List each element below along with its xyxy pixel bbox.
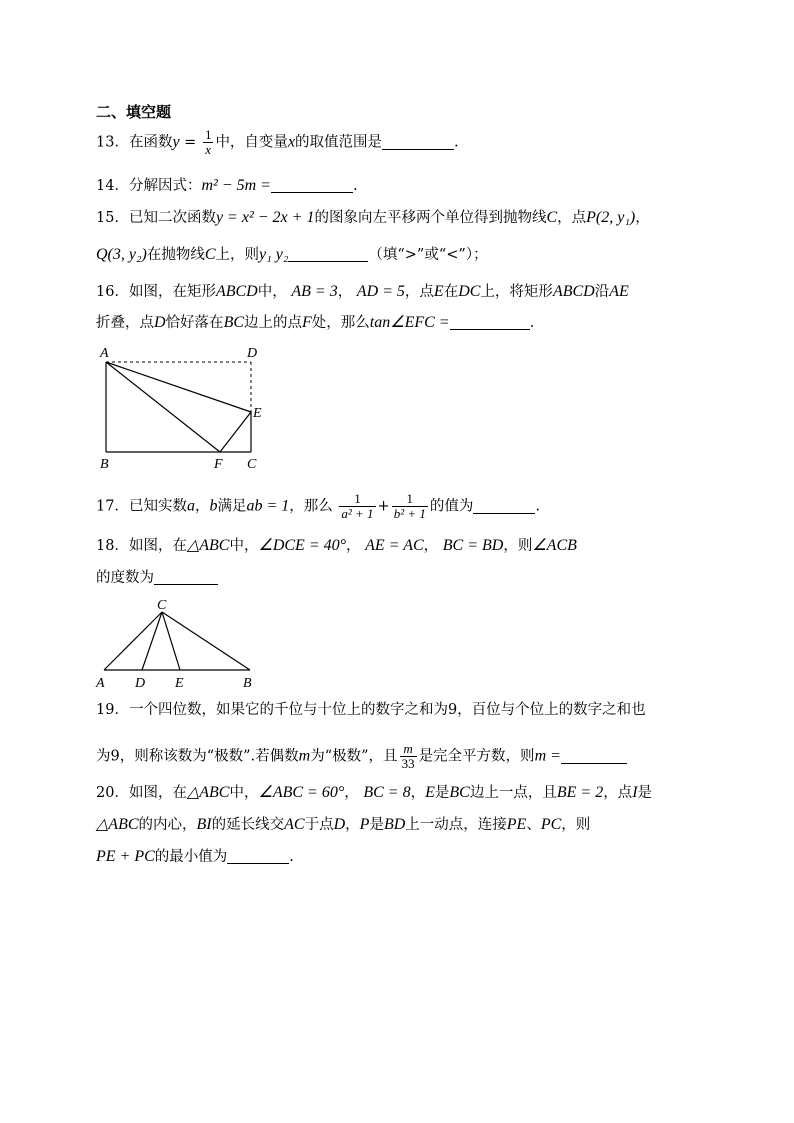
- q20-be: BE = 2: [556, 784, 604, 801]
- q17-text3: ，那么: [289, 498, 333, 515]
- q18-edge-ce: [162, 612, 180, 670]
- q16-edge-af: [106, 362, 220, 452]
- q17-var-a: a: [186, 497, 195, 515]
- q20-tri: △ABC: [186, 784, 230, 801]
- q15-text3: ，点: [557, 210, 587, 226]
- q20-expr: PE + PC: [96, 848, 155, 865]
- q16-label-e: E: [253, 406, 262, 421]
- q20-sep: ，: [344, 785, 359, 801]
- q20-text8: 的延长线交: [211, 817, 285, 833]
- q16-tan: tan∠EFC =: [369, 314, 450, 331]
- q15-answer-blank[interactable]: [288, 247, 368, 262]
- q17-answer-blank[interactable]: [473, 499, 535, 514]
- q18-edge-cd: [142, 612, 162, 670]
- q17-text2: 满足: [217, 498, 247, 515]
- q16-text3: ，点: [404, 284, 434, 300]
- q16-text2: 中，: [257, 284, 287, 300]
- q16-text: 16．如图，在矩形: [96, 284, 216, 300]
- q13-end: .: [454, 134, 459, 151]
- q17-f1-num: 1: [339, 492, 375, 507]
- q18-angle: ∠DCE = 40°: [258, 537, 347, 554]
- q15-end2: （填“>”或“<”）；: [368, 247, 488, 263]
- q16-sep: ，: [337, 284, 353, 300]
- q19-text2: 为9，则称该数为“极数”.若偶数: [96, 748, 299, 765]
- q16-rect: ABCD: [215, 283, 258, 300]
- q13-text: 13．在函数: [96, 134, 173, 151]
- q16-label-f: F: [214, 457, 223, 472]
- q20-angle: ∠ABC = 60°: [258, 784, 345, 801]
- q16-figure: [94, 342, 274, 472]
- q15-point-q: Q(3, y₂): [96, 246, 147, 263]
- q20-text5: ，点: [603, 785, 633, 801]
- q20-var-p: P: [359, 816, 370, 833]
- q15-text4: 在抛物线: [146, 247, 205, 263]
- q16-edge-fe: [220, 412, 251, 452]
- question-16-line2: [96, 313, 534, 333]
- q16-text6: 沿: [594, 284, 610, 300]
- q18-label-b: B: [243, 676, 252, 691]
- q16-label-d: D: [247, 346, 258, 361]
- q17-f1-den: a² + 1: [341, 506, 374, 521]
- q19-var-m: m: [298, 747, 311, 765]
- q20-tri2: △ABC: [96, 816, 139, 833]
- q16-ad: AD = 5: [356, 283, 405, 300]
- q13-var-x: x: [287, 133, 296, 151]
- q19-eq: m =: [534, 747, 561, 765]
- q19-text: 19．一个四位数，如果它的千位与十位上的数字之和为9，百位与个位上的数字之和也: [96, 702, 646, 718]
- q16-end: .: [529, 315, 535, 331]
- question-15-line2: [96, 245, 488, 265]
- q16-edge-ae: [106, 362, 251, 412]
- q18-label-d: D: [135, 676, 146, 691]
- q14-end: .: [352, 178, 358, 194]
- q18-text3: ，则: [503, 538, 533, 554]
- q15-var-c: C: [546, 209, 558, 226]
- question-19-line1: [96, 700, 646, 720]
- q20-text7: 的内心，: [138, 817, 197, 833]
- q20-text6: 是: [637, 785, 653, 801]
- question-13: [96, 128, 459, 157]
- q16-var-d: D: [154, 314, 166, 331]
- question-18-line2: [96, 568, 218, 588]
- section-title: 二、填空题: [96, 103, 172, 121]
- q16-label-a: A: [100, 346, 109, 361]
- q20-sep2: ，: [410, 785, 426, 801]
- q20-answer-blank[interactable]: [227, 849, 289, 864]
- q17-cond: ab = 1: [246, 497, 290, 515]
- question-20-line2: [96, 815, 590, 835]
- q20-end: .: [289, 849, 294, 865]
- q20-text2: 中，: [229, 785, 259, 801]
- q20-bd: BD: [383, 816, 406, 833]
- q16-var-f: F: [302, 314, 312, 331]
- q20-pc: PC: [540, 816, 562, 833]
- q20-text: 20．如图，在: [96, 785, 187, 801]
- q17-f2-den: b² + 1: [393, 506, 426, 521]
- q20-text11: 上一动点，连接: [405, 817, 507, 833]
- q20-text10: 是: [369, 817, 384, 833]
- q18-sep: ，: [346, 538, 361, 554]
- q19-answer-blank[interactable]: [561, 749, 627, 764]
- q13-text3: 的取值范围是: [295, 134, 383, 151]
- q15-text5: 上，则: [215, 247, 260, 263]
- q18-text4: 的度数为: [96, 570, 154, 586]
- q20-text13: 的最小值为: [154, 849, 228, 865]
- q19-text3: 为“极数”，且: [310, 748, 398, 765]
- q17-var-b: b: [209, 497, 218, 515]
- q15-expr: y = x² − 2x + 1: [215, 209, 315, 226]
- q20-pe: PE: [506, 816, 527, 833]
- q13-frac-den: x: [205, 142, 212, 157]
- q20-text9: 于点: [304, 817, 334, 833]
- q16-ab: AB = 3: [291, 283, 338, 300]
- q18-angle2: ∠ACB: [532, 537, 577, 554]
- q18-sep2: ，: [423, 538, 439, 554]
- q20-bc: BC = 8: [363, 784, 411, 801]
- q13-var-y: y: [172, 133, 180, 151]
- q16-text10: 处，那么: [311, 315, 370, 331]
- q16-text9: 边上的点: [244, 315, 303, 331]
- q15-end1: ，: [635, 210, 650, 226]
- q18-tri: △ABC: [186, 537, 230, 554]
- q20-var-e: E: [425, 784, 435, 801]
- q13-answer-blank[interactable]: [382, 135, 454, 150]
- q20-text4: 边上一点，且: [469, 785, 557, 801]
- q18-figure: [92, 596, 262, 692]
- q16-bc: BC: [223, 314, 245, 331]
- q16-label-b: B: [100, 457, 109, 472]
- q15-expr-y: y₁ y₂: [259, 246, 289, 263]
- q20-text3: 是: [434, 785, 450, 801]
- q18-label-c: C: [157, 598, 167, 613]
- q20-var-i: I: [632, 784, 638, 801]
- q17-fraction-2: [392, 492, 428, 521]
- q18-edge-ca: [104, 612, 162, 670]
- q15-var-c2: C: [204, 246, 216, 263]
- question-20-line1: [96, 783, 652, 803]
- q20-dun: 、: [526, 817, 541, 833]
- q16-text5: 上，将矩形: [480, 284, 553, 300]
- q19-frac-num: m: [400, 742, 417, 757]
- q20-var-d: D: [333, 816, 346, 833]
- q16-dc: DC: [458, 283, 481, 300]
- question-20-line3: [96, 847, 294, 867]
- question-17: [96, 492, 540, 521]
- q20-sep3: ，: [345, 817, 360, 833]
- q18-edge-cb: [162, 612, 250, 670]
- q16-var-e: E: [433, 283, 444, 300]
- question-19-line2: [96, 742, 627, 771]
- q18-eq1: AE = AC: [365, 537, 424, 554]
- q18-text: 18．如图，在: [96, 538, 187, 554]
- q19-fraction: [400, 742, 417, 771]
- q13-eq: =: [184, 134, 197, 151]
- q18-answer-blank[interactable]: [154, 570, 218, 585]
- q17-text: 17．已知实数: [96, 498, 187, 515]
- q17-f2-num: 1: [392, 492, 428, 507]
- q17-text4: 的值为: [429, 498, 474, 515]
- q13-fraction: [203, 128, 214, 157]
- q20-bi: BI: [196, 816, 212, 833]
- q20-bc2: BC: [449, 784, 470, 801]
- question-18-line1: [96, 536, 577, 556]
- question-15-line1: [96, 208, 650, 228]
- q14-expr: m² − 5m =: [201, 177, 271, 194]
- q16-answer-blank[interactable]: [450, 315, 530, 330]
- q18-text2: 中，: [229, 538, 259, 554]
- q13-text2: 中，自变量: [215, 134, 288, 151]
- q16-text4: 在: [443, 284, 459, 300]
- question-14: [96, 176, 358, 196]
- q19-text4: 是完全平方数，则: [418, 748, 535, 765]
- q18-label-a: A: [96, 676, 105, 691]
- q18-label-e: E: [175, 676, 184, 691]
- q17-sep: ，: [194, 498, 210, 515]
- q18-eq2: BC = BD: [442, 537, 504, 554]
- question-16-line1: [96, 282, 629, 302]
- q16-rect2: ABCD: [552, 283, 595, 300]
- q16-text8: 恰好落在: [165, 315, 224, 331]
- q16-label-c: C: [247, 457, 257, 472]
- q14-answer-blank[interactable]: [271, 178, 353, 193]
- q17-end: .: [535, 498, 540, 515]
- q19-frac-den: 33: [401, 756, 415, 771]
- q17-fraction-1: [339, 492, 375, 521]
- q15-point-p: P(2, y₁): [586, 209, 636, 226]
- q16-text7: 折叠，点: [96, 315, 154, 331]
- q13-frac-num: 1: [204, 127, 212, 142]
- q20-ac: AC: [284, 816, 305, 833]
- q15-text: 15．已知二次函数: [96, 210, 216, 226]
- q17-plus: +: [377, 498, 390, 515]
- q16-ae: AE: [609, 283, 629, 300]
- q15-text2: 的图象向左平移两个单位得到抛物线: [314, 210, 547, 226]
- q20-text12: ，则: [561, 817, 591, 833]
- q14-text: 14．分解因式：: [96, 178, 202, 194]
